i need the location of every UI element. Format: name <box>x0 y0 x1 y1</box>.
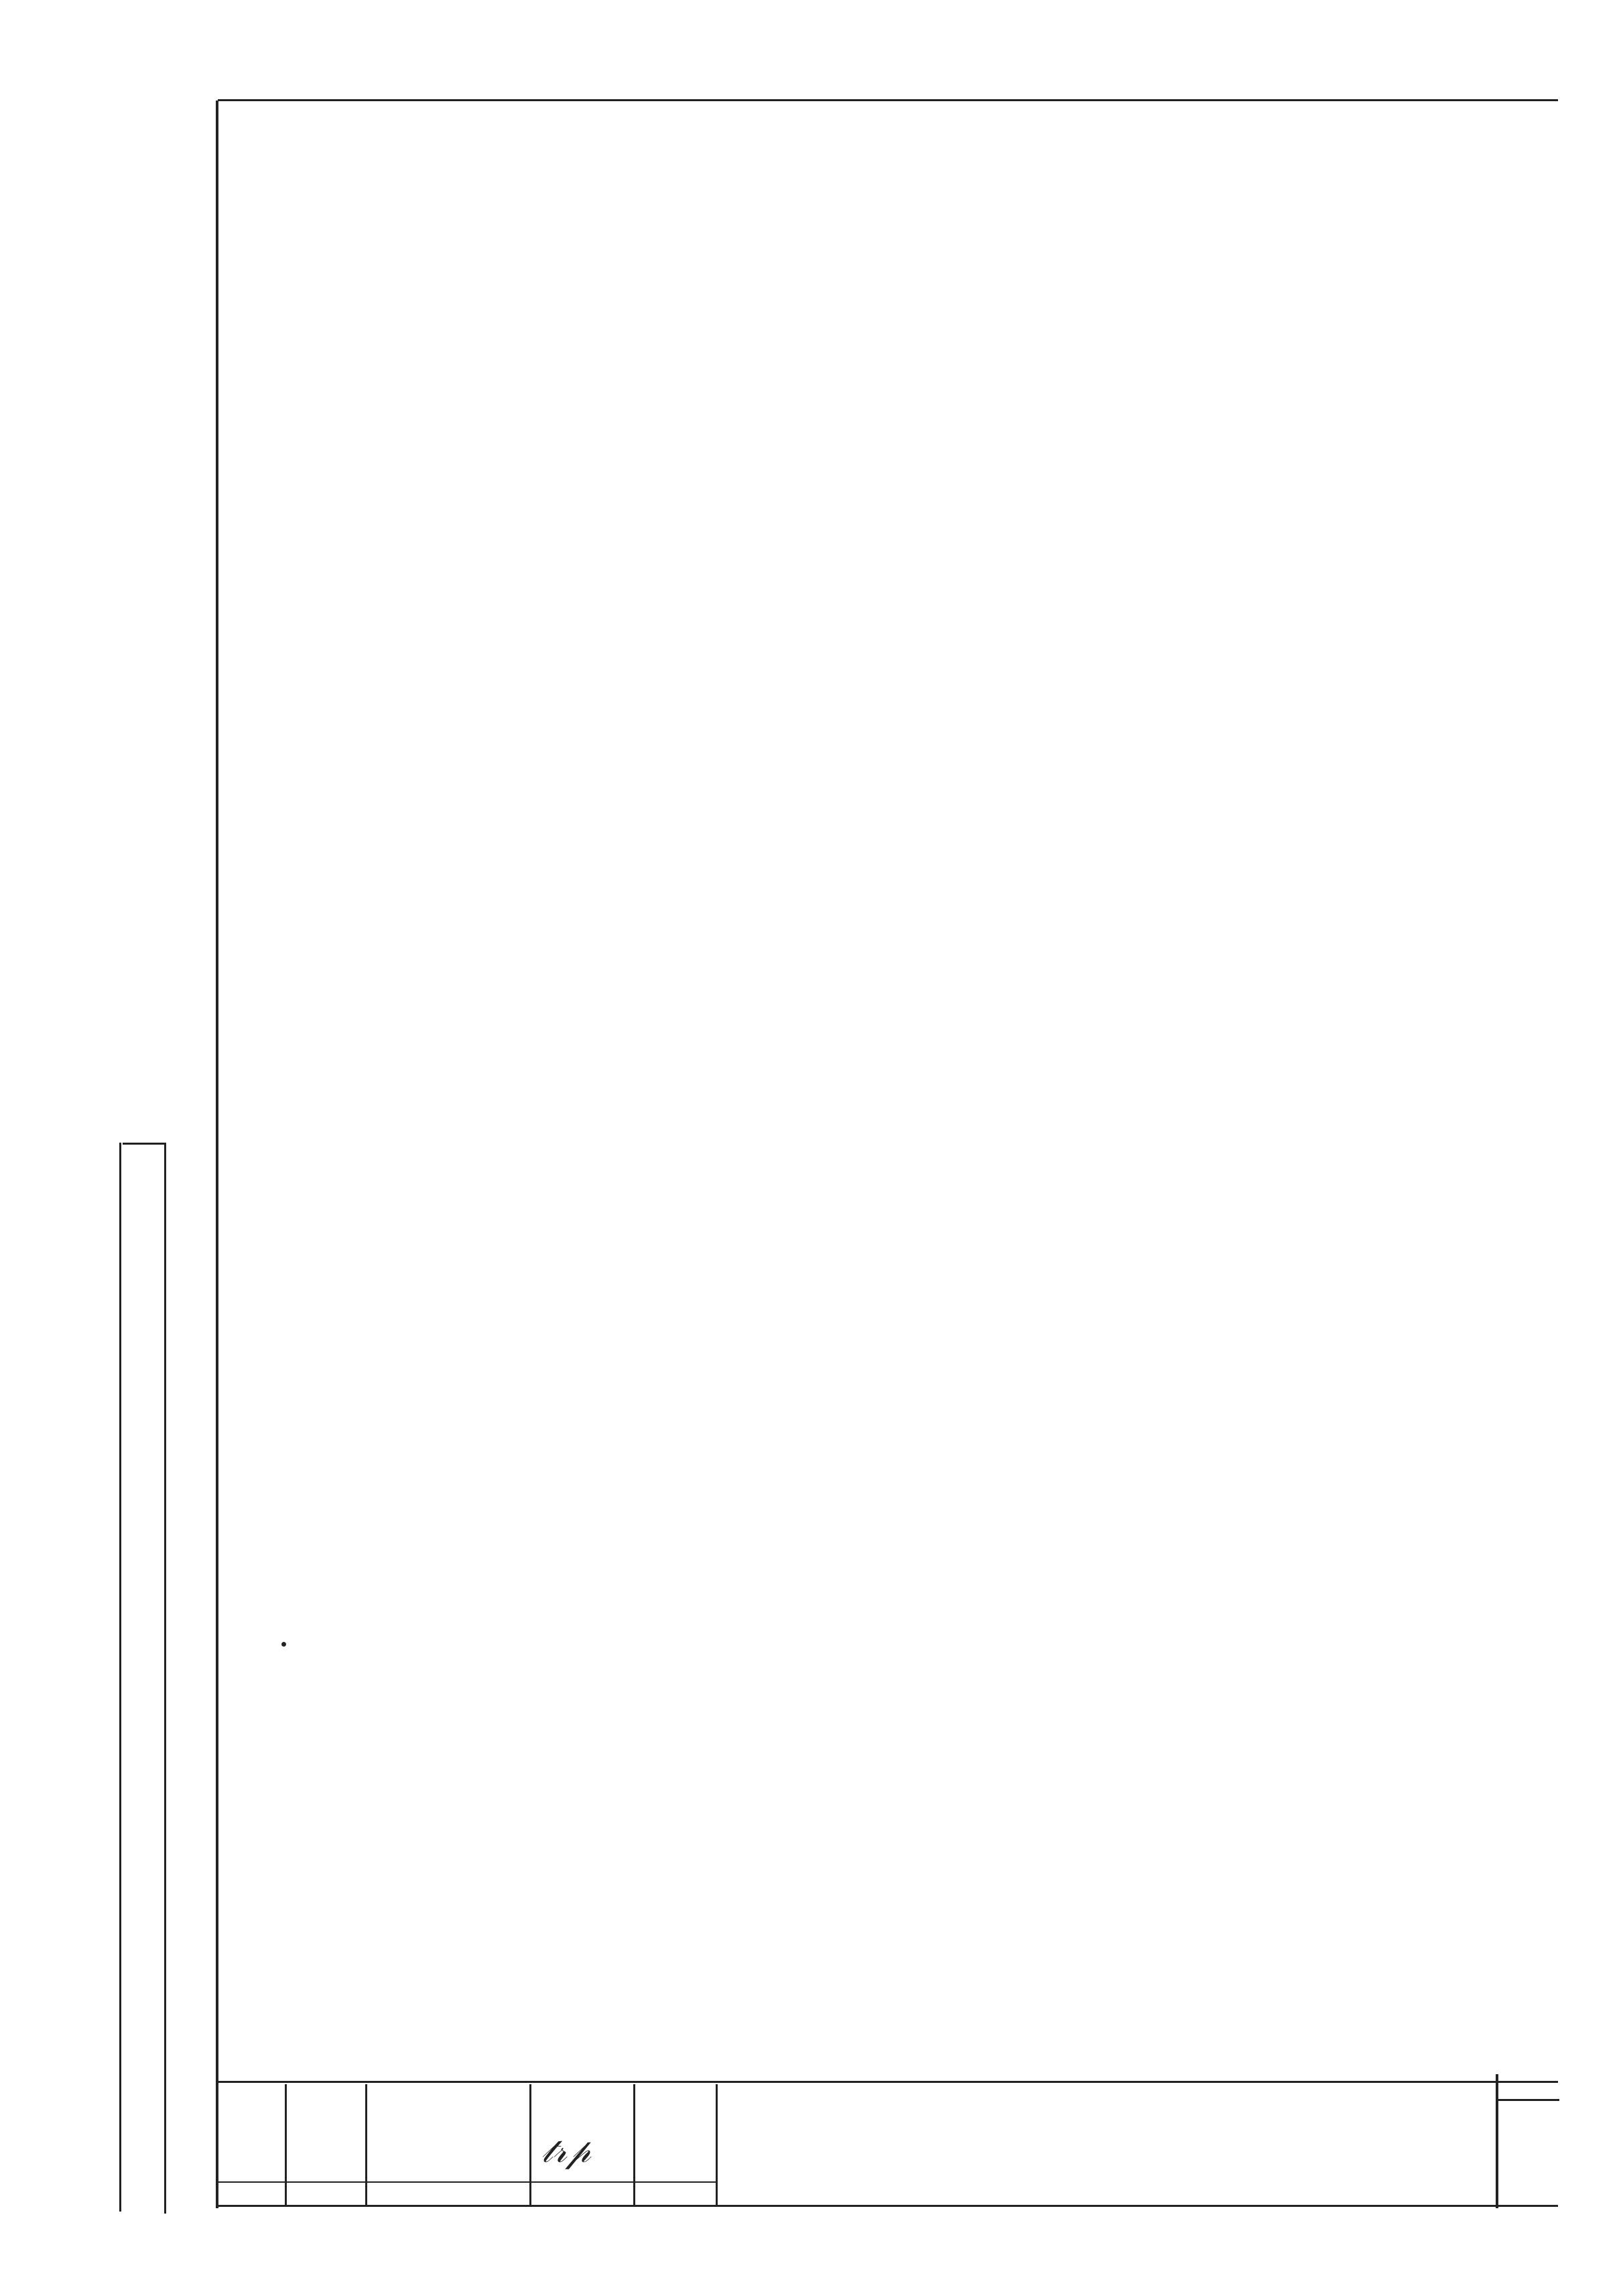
scan-dot-mark <box>281 1642 286 1647</box>
side-stamp <box>123 1143 166 2214</box>
title-block-bottom-border <box>218 2205 1558 2207</box>
title-block-divider <box>633 2084 635 2207</box>
title-block-divider <box>716 2084 718 2207</box>
page-frame-top-border <box>218 99 1558 101</box>
title-block-caption-divider <box>218 2181 717 2183</box>
title-block-divider <box>285 2084 287 2207</box>
sheet-box-divider <box>1496 2099 1559 2101</box>
title-block-top-border <box>218 2081 1558 2083</box>
sheet-box-border <box>1496 2074 1498 2208</box>
title-block-divider <box>365 2084 367 2207</box>
title-block-divider <box>529 2084 531 2207</box>
side-stamp-outer-border <box>119 1143 121 2212</box>
revision-signature: 𝓉𝓇𝓅 <box>541 2131 591 2170</box>
page-frame-left-border <box>216 101 218 2208</box>
